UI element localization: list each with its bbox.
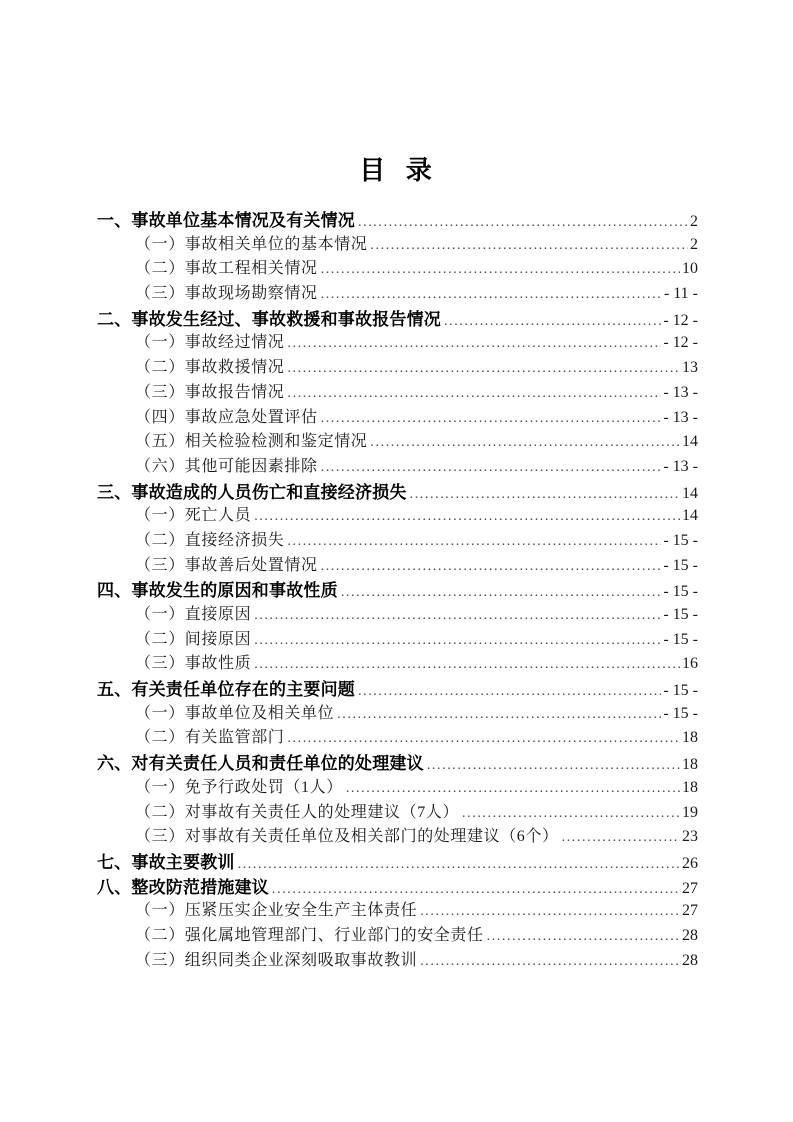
toc-entry-label: （二）事故工程相关情况 bbox=[135, 260, 318, 278]
toc-entry[interactable] bbox=[97, 231, 698, 256]
toc-entry-page: 2 bbox=[690, 213, 698, 230]
toc-entry[interactable] bbox=[97, 552, 698, 577]
toc-entry-page: 23 bbox=[682, 828, 698, 846]
toc-entry[interactable] bbox=[97, 379, 698, 404]
toc-leader-dots bbox=[272, 882, 680, 898]
toc-entry-label: （二）强化属地管理部门、行业部门的安全责任 bbox=[135, 926, 484, 944]
toc-leader-dots bbox=[238, 857, 680, 873]
toc-entry-label: （三）事故报告情况 bbox=[135, 383, 285, 401]
toc-entry[interactable] bbox=[97, 601, 698, 626]
toc-leader-dots bbox=[321, 287, 662, 303]
toc-entry[interactable] bbox=[97, 675, 698, 700]
toc-entry-label: （五）相关检验检测和鉴定情况 bbox=[135, 433, 368, 451]
toc-leader-dots bbox=[370, 238, 688, 254]
toc-entry-page: 16 bbox=[682, 655, 698, 673]
toc-entry-label: （三）事故现场勘察情况 bbox=[135, 285, 318, 303]
toc-entry[interactable] bbox=[97, 329, 698, 354]
toc-entry-page: 18 bbox=[682, 756, 698, 774]
toc-entry-page: - 15 - bbox=[663, 606, 698, 623]
toc-leader-dots bbox=[444, 314, 661, 330]
toc-entry[interactable] bbox=[97, 823, 698, 848]
toc-entry-label: （四）事故应急处置评估 bbox=[135, 408, 318, 426]
toc-entry[interactable] bbox=[97, 947, 698, 972]
toc-entry-page: 13 bbox=[682, 359, 698, 377]
toc-entry-page: 27 bbox=[682, 902, 698, 920]
toc-entry[interactable] bbox=[97, 404, 698, 429]
toc-leader-dots bbox=[487, 929, 680, 945]
toc-entry-label: （一）直接原因 bbox=[135, 606, 252, 623]
toc-entry-page: - 15 - bbox=[663, 531, 698, 549]
toc-leader-dots bbox=[287, 534, 661, 550]
toc-leader-dots bbox=[370, 435, 680, 451]
toc-entry[interactable] bbox=[97, 576, 698, 601]
toc-entry-page: 18 bbox=[682, 778, 698, 796]
toc-entry[interactable] bbox=[97, 626, 698, 651]
toc-leader-dots bbox=[462, 806, 680, 822]
toc-entry-label: （二）间接原因 bbox=[135, 630, 252, 648]
toc-entry[interactable] bbox=[97, 280, 698, 305]
toc-entry-page: 10 bbox=[682, 260, 698, 278]
toc-leader-dots bbox=[420, 904, 680, 920]
toc-entry[interactable] bbox=[97, 650, 698, 675]
toc-entry-label: （三）组织同类企业深刻吸取事故教训 bbox=[135, 951, 418, 969]
toc-entry-label: （一）免予行政处罚（1人） bbox=[135, 778, 343, 796]
toc-leader-dots bbox=[254, 509, 680, 525]
toc-entry-page: - 15 - bbox=[663, 556, 698, 574]
toc-entry[interactable] bbox=[97, 478, 698, 503]
toc-entry-label: 三、事故造成的人员伤亡和直接经济损失 bbox=[97, 482, 407, 502]
toc-leader-dots bbox=[321, 411, 662, 427]
toc-leader-dots bbox=[420, 954, 680, 970]
toc-leader-dots bbox=[254, 608, 661, 624]
toc-entry-label: 五、有关责任单位存在的主要问题 bbox=[97, 680, 355, 700]
toc-entry-page: - 12 - bbox=[663, 334, 698, 352]
toc-entry-page: - 13 - bbox=[663, 457, 698, 475]
toc-entry-page: - 13 - bbox=[663, 408, 698, 426]
toc-entry-page: 2 bbox=[690, 235, 698, 253]
toc-entry-page: 19 bbox=[682, 803, 698, 821]
toc-leader-dots bbox=[321, 559, 662, 575]
toc-entry-label: 八、整改防范措施建议 bbox=[97, 877, 269, 897]
toc-entry-page: 18 bbox=[682, 729, 698, 747]
toc-leader-dots bbox=[287, 731, 680, 747]
toc-leader-dots bbox=[287, 361, 680, 377]
toc-entry-label: （一）事故相关单位的基本情况 bbox=[135, 235, 368, 253]
toc-entry-page: 14 bbox=[682, 484, 698, 502]
toc-entry-label: （三）对事故有关责任单位及相关部门的处理建议（6个） bbox=[135, 828, 559, 846]
toc-list bbox=[97, 206, 698, 971]
toc-leader-dots bbox=[562, 830, 680, 846]
toc-entry[interactable] bbox=[97, 724, 698, 749]
toc-entry-label: 四、事故发生的原因和事故性质 bbox=[97, 581, 338, 601]
toc-entry[interactable] bbox=[97, 922, 698, 947]
toc-entry[interactable] bbox=[97, 873, 698, 898]
toc-leader-dots bbox=[346, 781, 680, 797]
toc-leader-dots bbox=[427, 758, 680, 774]
toc-entry-page: - 12 - bbox=[663, 311, 698, 329]
toc-entry-label: （一）死亡人员 bbox=[135, 507, 252, 525]
toc-entry[interactable] bbox=[97, 453, 698, 478]
toc-entry[interactable] bbox=[97, 354, 698, 379]
toc-entry-label: （二）事故救援情况 bbox=[135, 359, 285, 377]
page-title: 目 录 bbox=[359, 155, 434, 185]
toc-entry-page: - 15 - bbox=[663, 630, 698, 648]
toc-entry-page: 14 bbox=[682, 507, 698, 525]
toc-entry[interactable] bbox=[97, 502, 698, 527]
toc-entry-label: （六）其他可能因素排除 bbox=[135, 457, 318, 475]
toc-entry-page: - 11 - bbox=[663, 285, 698, 303]
toc-entry-page: - 15 - bbox=[663, 704, 698, 722]
toc-leader-dots bbox=[341, 585, 662, 601]
toc-leader-dots bbox=[287, 336, 661, 352]
toc-entry[interactable] bbox=[97, 527, 698, 552]
toc-entry-page: 28 bbox=[682, 926, 698, 944]
toc-entry-page: 14 bbox=[682, 433, 698, 451]
toc-entry-label: （二）直接经济损失 bbox=[135, 531, 285, 549]
toc-leader-dots bbox=[287, 386, 661, 402]
toc-entry-label: （三）事故性质 bbox=[135, 655, 252, 673]
toc-entry-label: 七、事故主要教训 bbox=[97, 852, 235, 872]
toc-entry-page: - 15 - bbox=[663, 682, 698, 700]
toc-entry-page: 28 bbox=[682, 951, 698, 969]
toc-entry[interactable] bbox=[97, 799, 698, 824]
toc-entry-label: （一）事故单位及相关单位 bbox=[135, 704, 335, 722]
toc-entry[interactable] bbox=[97, 897, 698, 922]
toc-entry-label: 一、事故单位基本情况及有关情况 bbox=[97, 211, 355, 230]
toc-leader-dots bbox=[254, 633, 661, 649]
toc-leader-dots bbox=[337, 707, 661, 723]
toc-leader-dots bbox=[254, 657, 680, 673]
toc-entry[interactable] bbox=[97, 428, 698, 453]
toc-entry-label: （二）有关监管部门 bbox=[135, 729, 285, 747]
toc-entry-label: （二）对事故有关责任人的处理建议（7人） bbox=[135, 803, 460, 821]
toc-entry[interactable] bbox=[97, 774, 698, 799]
toc-leader-dots bbox=[321, 460, 662, 476]
toc-entry-label: （一）事故经过情况 bbox=[135, 334, 285, 352]
toc-leader-dots bbox=[321, 262, 680, 278]
toc-entry[interactable] bbox=[97, 305, 698, 330]
toc-leader-dots bbox=[358, 215, 688, 231]
toc-entry-page: - 15 - bbox=[663, 583, 698, 601]
toc-entry-label: 二、事故发生经过、事故救援和事故报告情况 bbox=[97, 309, 441, 329]
toc-entry[interactable] bbox=[97, 749, 698, 774]
toc-entry[interactable] bbox=[97, 206, 698, 231]
toc-entry-page: - 13 - bbox=[663, 383, 698, 401]
toc-entry-label: （一）压紧压实企业安全生产主体责任 bbox=[135, 902, 418, 920]
toc-entry[interactable] bbox=[97, 848, 698, 873]
toc-entry-page: 27 bbox=[682, 879, 698, 897]
toc-entry[interactable] bbox=[97, 255, 698, 280]
toc-entry-page: 26 bbox=[682, 854, 698, 872]
toc-entry[interactable] bbox=[97, 700, 698, 725]
toc-entry-label: （三）事故善后处置情况 bbox=[135, 556, 318, 574]
toc-leader-dots bbox=[410, 487, 680, 503]
toc-leader-dots bbox=[358, 684, 661, 700]
toc-entry-label: 六、对有关责任人员和责任单位的处理建议 bbox=[97, 754, 424, 774]
